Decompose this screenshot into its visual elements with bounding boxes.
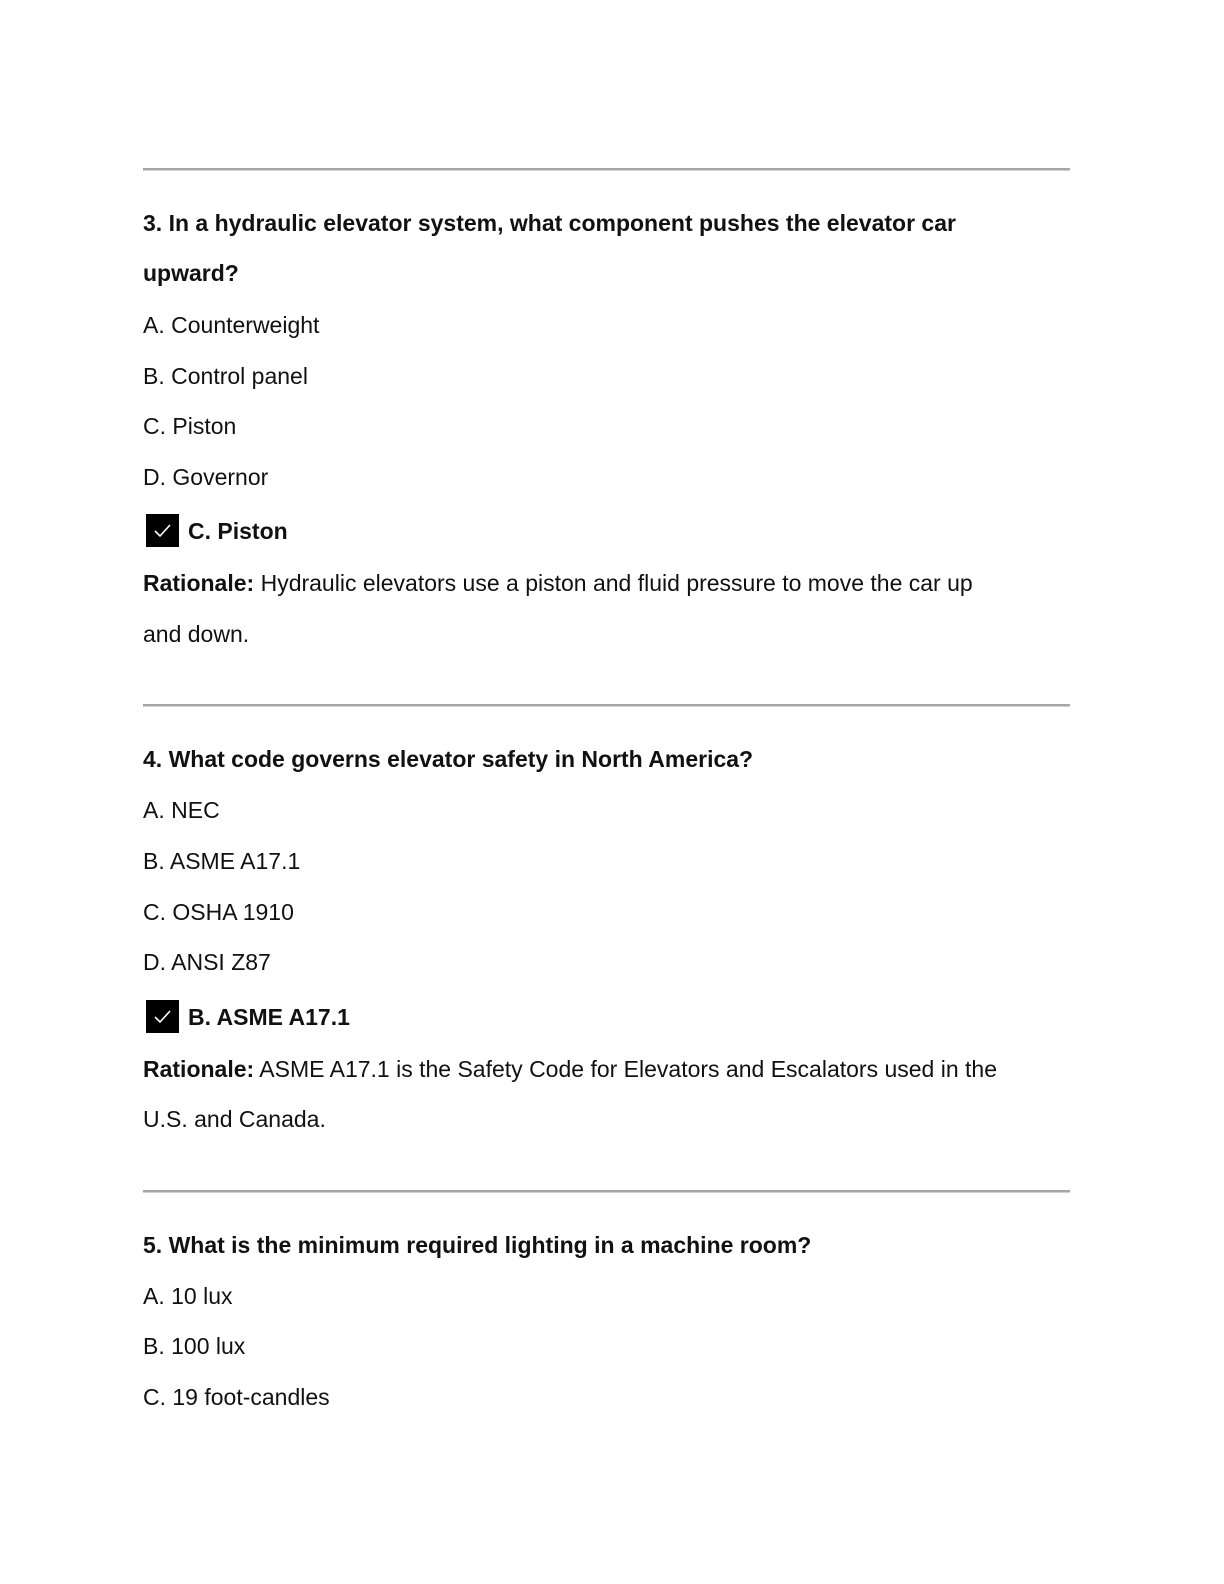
question-text-continued: upward? (143, 260, 239, 286)
answer-option: C. OSHA 1910 (143, 899, 294, 925)
correct-answer-label: B. ASME A17.1 (188, 1003, 350, 1030)
check-box-icon (146, 514, 179, 547)
rationale (143, 568, 973, 598)
section-divider (143, 1190, 1070, 1193)
answer-option: B. ASME A17.1 (143, 848, 301, 874)
correct-answer (143, 1000, 350, 1033)
rationale-label: Rationale: (143, 1056, 255, 1082)
question-text: 4. What code governs elevator safety in North America? (143, 746, 754, 772)
answer-option: B. Control panel (143, 363, 308, 389)
answer-option: B. 100 lux (143, 1333, 246, 1359)
question-text: 5. What is the minimum required lighting in a machine room? (143, 1232, 812, 1258)
rationale-text: Hydraulic elevators use a piston and fluid pressure to move the car up (254, 570, 973, 596)
correct-answer-label: C. Piston (188, 517, 288, 544)
answer-option: D. ANSI Z87 (143, 949, 271, 975)
answer-option: C. Piston (143, 413, 237, 439)
section-divider (143, 168, 1070, 171)
correct-answer (143, 514, 288, 547)
answer-option: C. 19 foot-candles (143, 1384, 330, 1410)
rationale-label: Rationale: (143, 570, 255, 596)
answer-option: A. 10 lux (143, 1283, 233, 1309)
answer-option: A. NEC (143, 797, 220, 823)
check-box-icon (146, 1000, 179, 1033)
rationale-text-continued: U.S. and Canada. (143, 1106, 326, 1132)
answer-option: A. Counterweight (143, 312, 320, 338)
rationale-text-continued: and down. (143, 621, 250, 647)
rationale-text: ASME A17.1 is the Safety Code for Elevators and Escalators used in the (254, 1056, 997, 1082)
rationale (143, 1054, 997, 1084)
section-divider (143, 704, 1070, 707)
question-text: 3. In a hydraulic elevator system, what component pushes the elevator car (143, 210, 956, 236)
answer-option: D. Governor (143, 464, 269, 490)
